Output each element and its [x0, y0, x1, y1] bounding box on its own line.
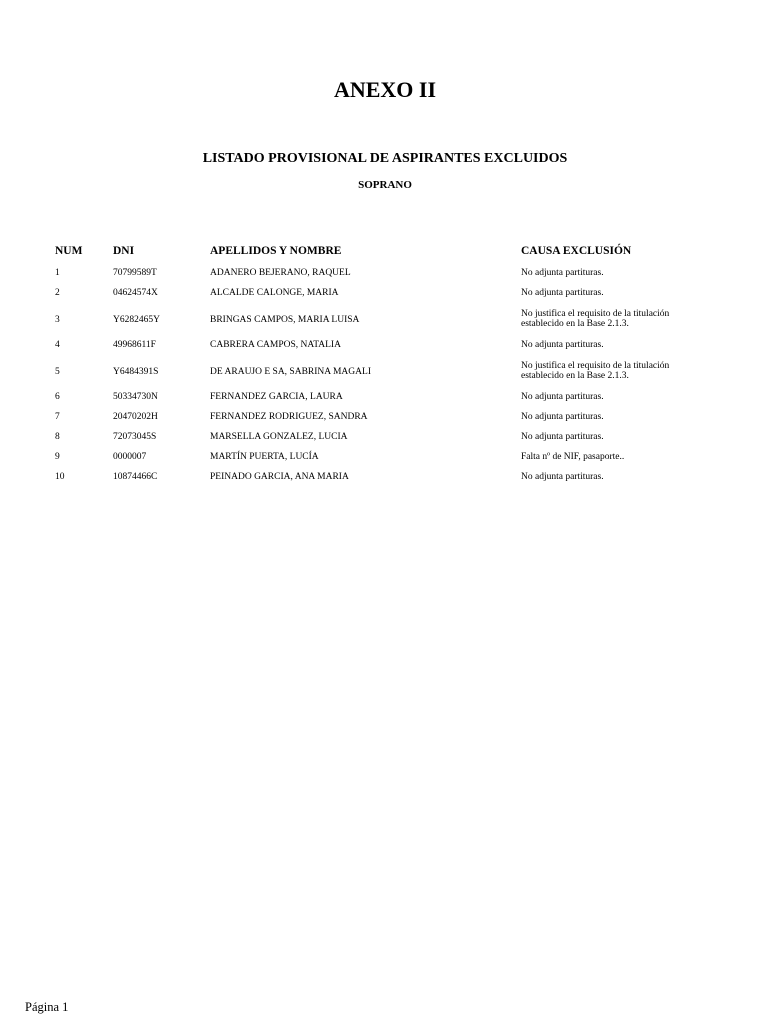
- table-row: [0, 288, 770, 308]
- voice-category-subtitle: SOPRANO: [358, 179, 412, 191]
- table-row: [0, 412, 770, 432]
- row-name: DE ARAUJO E SA, SABRINA MAGALI: [210, 367, 371, 377]
- table-header: [0, 243, 770, 261]
- row-name: CABRERA CAMPOS, NATALIA: [210, 340, 341, 350]
- row-name: MARTÍN PUERTA, LUCÍA: [210, 452, 319, 462]
- header-dni: DNI: [113, 245, 135, 257]
- row-name: ADANERO BEJERANO, RAQUEL: [210, 268, 351, 278]
- annex-title: ANEXO II: [333, 77, 437, 102]
- row-num: 6: [55, 392, 60, 402]
- table-row: [0, 452, 770, 472]
- row-name: FERNANDEZ GARCIA, LAURA: [210, 392, 343, 402]
- row-name: BRINGAS CAMPOS, MARIA LUISA: [210, 315, 360, 325]
- row-cause: No adjunta partituras.: [521, 392, 604, 402]
- row-num: 5: [55, 367, 60, 377]
- row-cause: Falta nº de NIF, pasaporte..: [521, 452, 625, 462]
- row-dni: Y6282465Y: [113, 315, 160, 325]
- row-cause: No justifica el requisito de la titulación establecido en la Base 2.1.3.: [521, 361, 670, 381]
- row-cause: No adjunta partituras.: [521, 268, 604, 278]
- row-cause: No adjunta partituras.: [521, 288, 604, 298]
- row-num: 3: [55, 315, 60, 325]
- row-name: ALCALDE CALONGE, MARIA: [210, 288, 339, 298]
- row-cause: No adjunta partituras.: [521, 412, 604, 422]
- row-dni: 04624574X: [113, 288, 158, 298]
- row-dni: 20470202H: [113, 412, 158, 422]
- header-num: NUM: [55, 245, 83, 257]
- row-num: 4: [55, 340, 60, 350]
- table-row: [0, 472, 770, 492]
- row-name: MARSELLA GONZALEZ, LUCIA: [210, 432, 348, 442]
- row-dni: 50334730N: [113, 392, 158, 402]
- row-cause: No justifica el requisito de la titulación establecido en la Base 2.1.3.: [521, 309, 670, 329]
- row-dni: 70799589T: [113, 268, 157, 278]
- row-num: 8: [55, 432, 60, 442]
- row-name: FERNANDEZ RODRIGUEZ, SANDRA: [210, 412, 368, 422]
- row-num: 2: [55, 288, 60, 298]
- row-dni: 10874466C: [113, 472, 158, 482]
- header-cause: CAUSA EXCLUSIÓN: [521, 245, 632, 257]
- page-number: Página 1: [25, 1000, 69, 1014]
- row-cause: No adjunta partituras.: [521, 432, 604, 442]
- header-name: APELLIDOS Y NOMBRE: [210, 245, 342, 257]
- row-dni: 49968611F: [113, 340, 156, 350]
- table-row: [0, 340, 770, 360]
- table-row: [0, 268, 770, 288]
- row-cause: No adjunta partituras.: [521, 472, 604, 482]
- row-dni: 0000007: [113, 452, 147, 462]
- row-num: 10: [55, 472, 65, 482]
- table-row: [0, 309, 770, 331]
- row-dni: Y6484391S: [113, 367, 159, 377]
- row-num: 7: [55, 412, 60, 422]
- table-row: [0, 392, 770, 412]
- row-dni: 72073045S: [113, 432, 157, 442]
- row-name: PEINADO GARCIA, ANA MARIA: [210, 472, 349, 482]
- row-cause: No adjunta partituras.: [521, 340, 604, 350]
- row-num: 9: [55, 452, 60, 462]
- table-row: [0, 361, 770, 383]
- table-row: [0, 432, 770, 452]
- list-title: LISTADO PROVISIONAL DE ASPIRANTES EXCLUIDOS: [202, 151, 568, 166]
- row-num: 1: [55, 268, 60, 278]
